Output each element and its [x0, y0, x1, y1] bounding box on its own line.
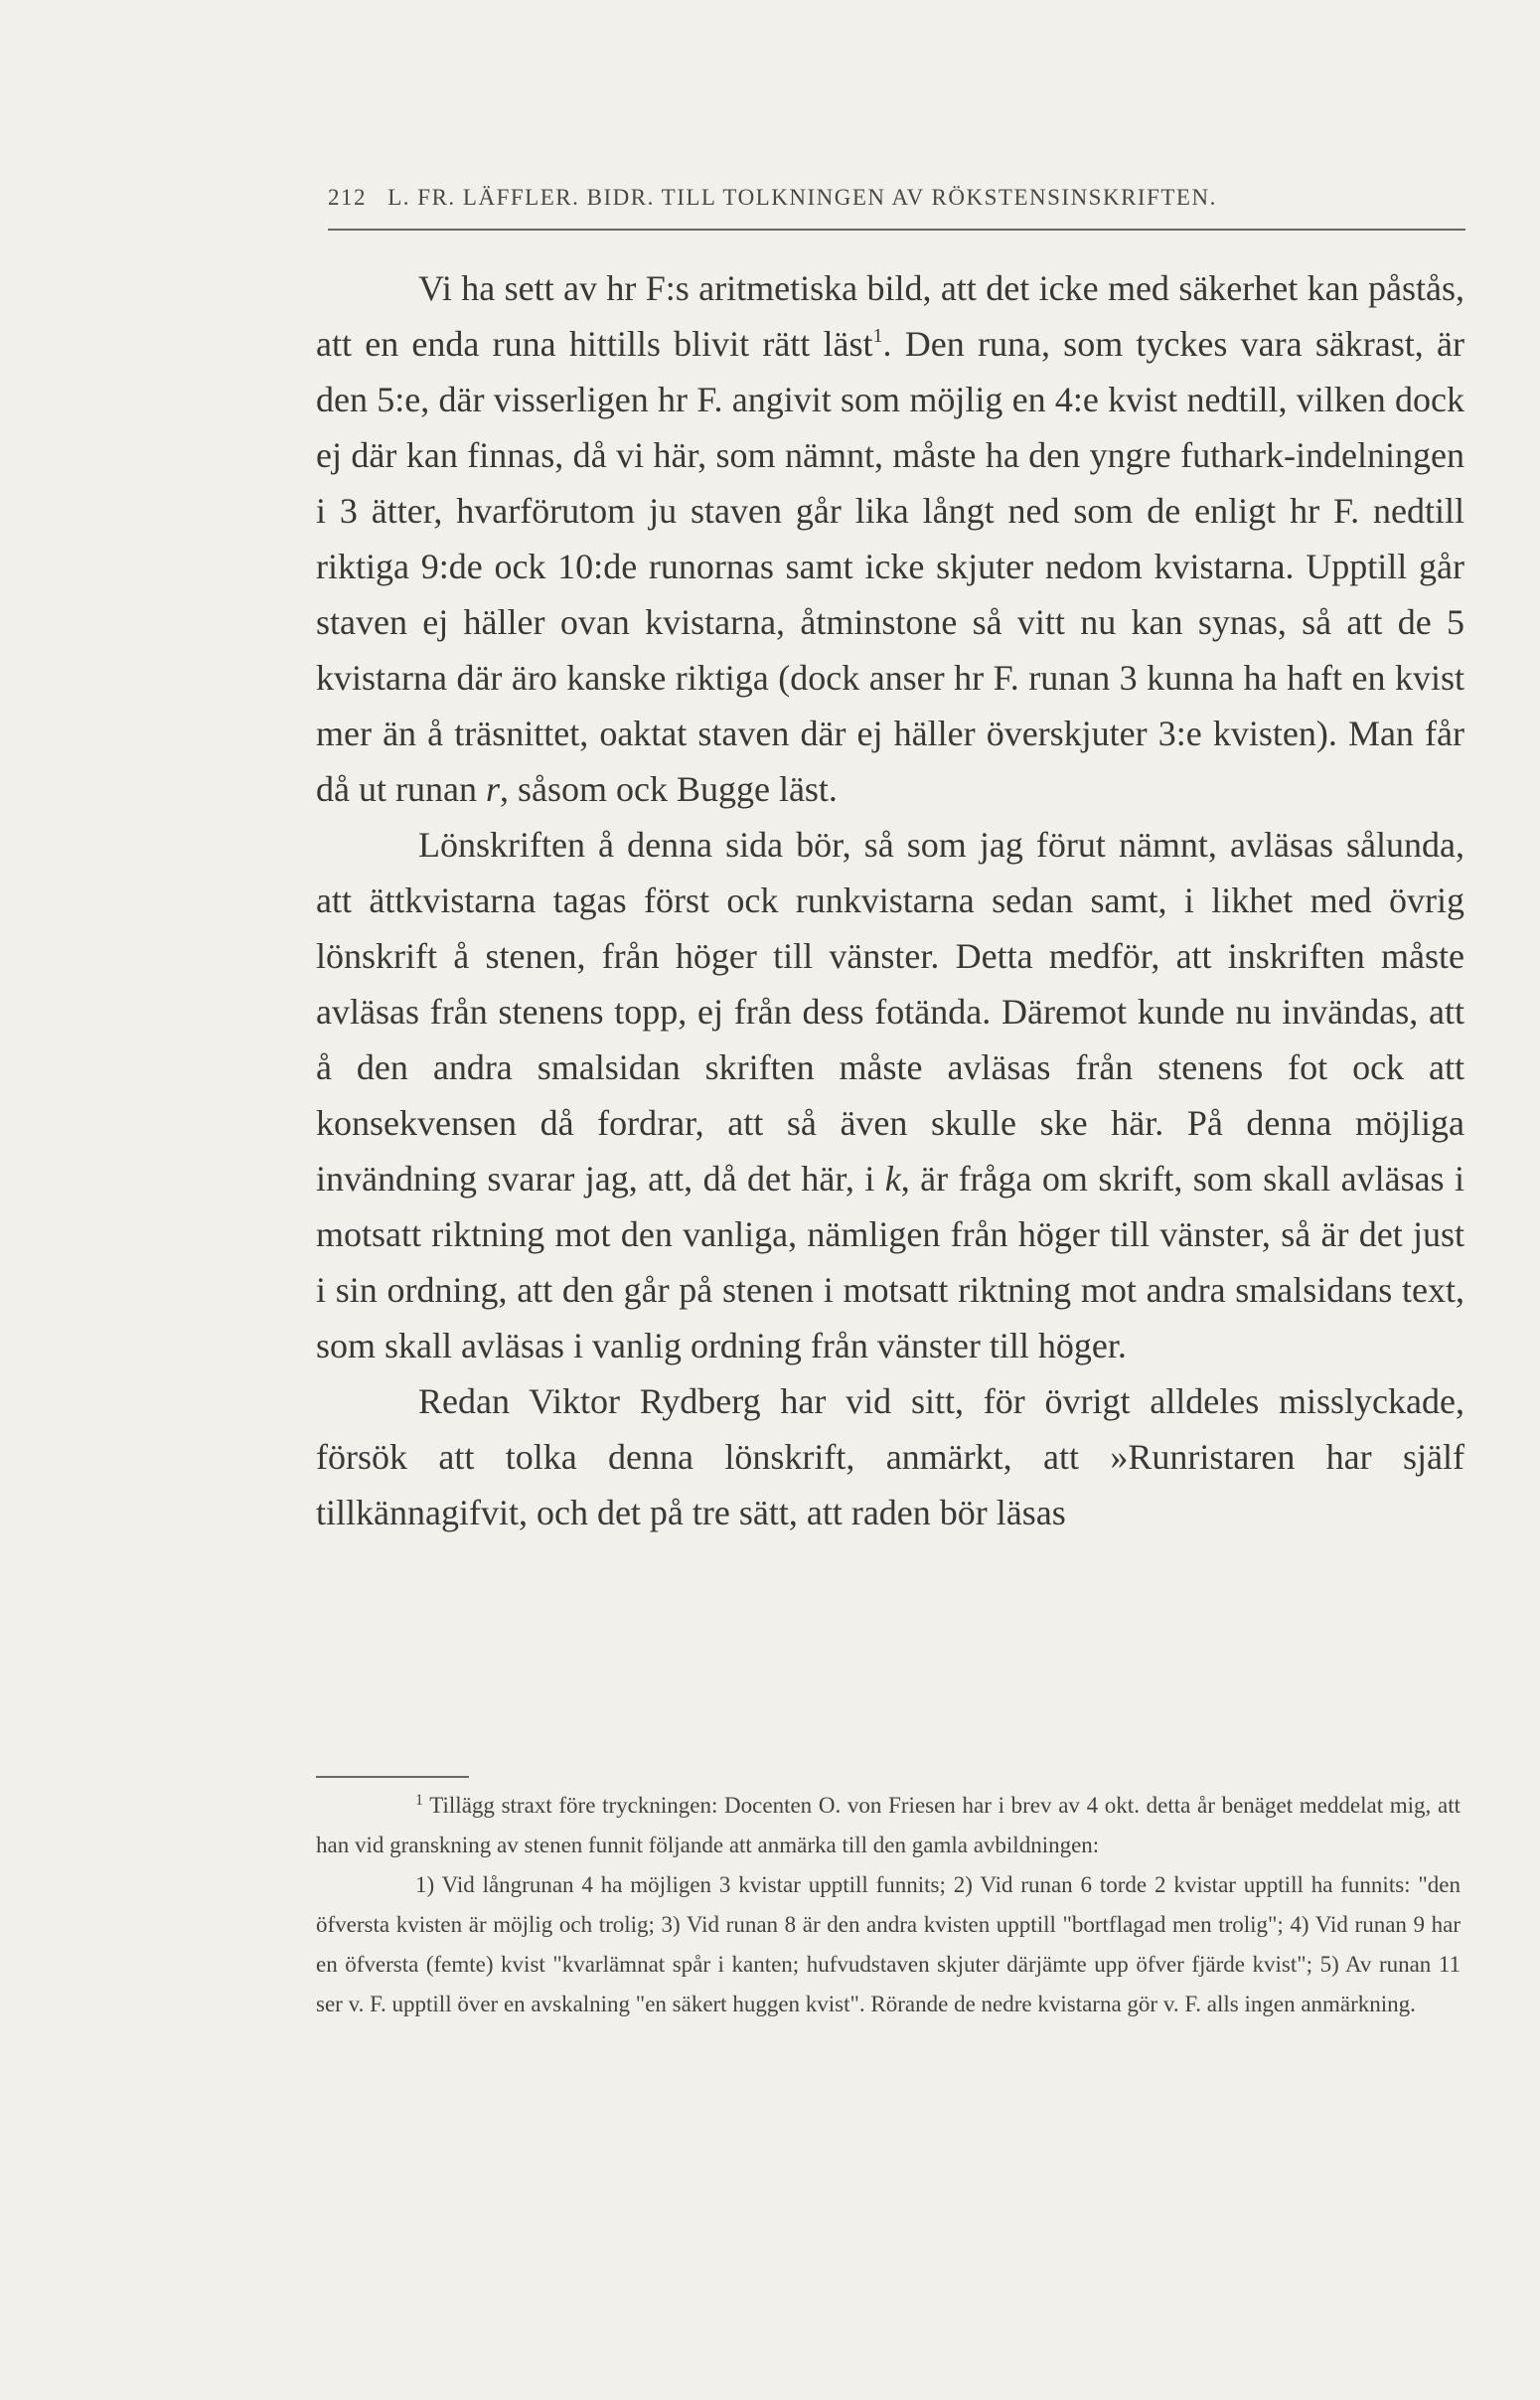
paragraph-3: Redan Viktor Rydberg har vid sitt, för övrigt alldeles misslyckade, försök att tolka denna lönskrift, anmärkt, att »Runristaren har själf tillkännagifvit, och det på tre sätt, att raden bör läsas: [316, 1381, 1464, 1532]
footnote-marker: 1: [415, 1792, 423, 1809]
paragraph-2: Lönskriften å denna sida bör, så som jag förut nämnt, avläsas sålunda, att ättkvistarna tagas först ock runkvistarna sedan samt, i likhet med övrig lönskrift å stenen, från höger till vänster. Detta medför, att inskriften måste avläsas från stenens topp, ej från dess fotända. Däremot kunde nu invändas, att å den andra smalsidan skriften måste avläsas från stenens fot ock att konsekvensen då fordrar, att så även skulle ske här. På denna möjliga invändning svarar jag, att, då det här, i k, är fråga om skrift, som skall avläsas i motsatt riktning mot den vanliga, nämligen från höger till vänster, så är det just i sin ordning, att den går på stenen i motsatt riktning mot andra smalsidans text, som skall avläsas i vanlig ordning från vänster till höger.: [316, 825, 1464, 1365]
letter-k: k: [884, 1159, 901, 1199]
page-number: 212: [328, 185, 367, 210]
footnote: [316, 1786, 1461, 2024]
footnote-reference: 1: [872, 325, 883, 347]
running-header: [328, 185, 1461, 211]
paragraph-1: Vi ha sett av hr F:s aritmetiska bild, att det icke med säkerhet kan påstås, att en enda runa hittills blivit rätt läst$^1$. Den runa, som tyckes vara säkrast, är den 5:e, där visserligen hr F. angivit som möjlig en 4:e kvist nedtill, vilken dock ej där kan finnas, då vi här, som nämnt, måste ha den yngre futhark-indelningen i 3 ätter, hvarförutom ju staven går lika långt ned som de enligt hr F. nedtill riktiga 9:de ock 10:de runornas samt icke skjuter nedom kvistarna. Upptill går staven ej häller ovan kvistarna, åtminstone så vitt nu kan synas, så att de 5 kvistarna där äro kanske riktiga (dock anser hr F. runan 3 kunna ha haft en kvist mer än å träsnittet, oaktat staven där ej häller överskjuter 3:e kvisten). Man får då ut runan r, såsom ock Bugge läst.: [316, 268, 1464, 809]
footnote-rule: [316, 1776, 469, 1778]
main-text: [316, 260, 1464, 1540]
running-title: L. FR. LÄFFLER. BIDR. TILL TOLKNINGEN AV RÖKSTENSINSKRIFTEN.: [387, 185, 1217, 210]
footnote-paragraph-2: 1) Vid långrunan 4 ha möjligen 3 kvistar upptill funnits; 2) Vid runan 6 torde 2 kvistar upptill ha funnits: "den öfversta kvisten är möjlig och trolig; 3) Vid runan 8 är den andra kvisten upptill "bortflagad men trolig"; 4) Vid runan 9 har en öfversta (femte) kvist "kvarlämnat spår i kanten; hufvudstaven skjuter därjämte upp öfver fjärde kvist"; 5) Av runan 11 ser v. F. upptill över en avskalning "en säkert huggen kvist". Rörande de nedre kvistarna gör v. F. alls ingen anmärkning.: [316, 1872, 1461, 2016]
rune-r: r: [485, 769, 500, 809]
footnote-paragraph-1: $^1$ Tillägg straxt före tryckningen: Docenten O. von Friesen har i brev av 4 okt. detta år benäget meddelat mig, att han vid granskning av stenen funnit följande att anmärka till den gamla avbildningen:: [316, 1792, 1461, 1857]
header-rule: [328, 229, 1465, 231]
